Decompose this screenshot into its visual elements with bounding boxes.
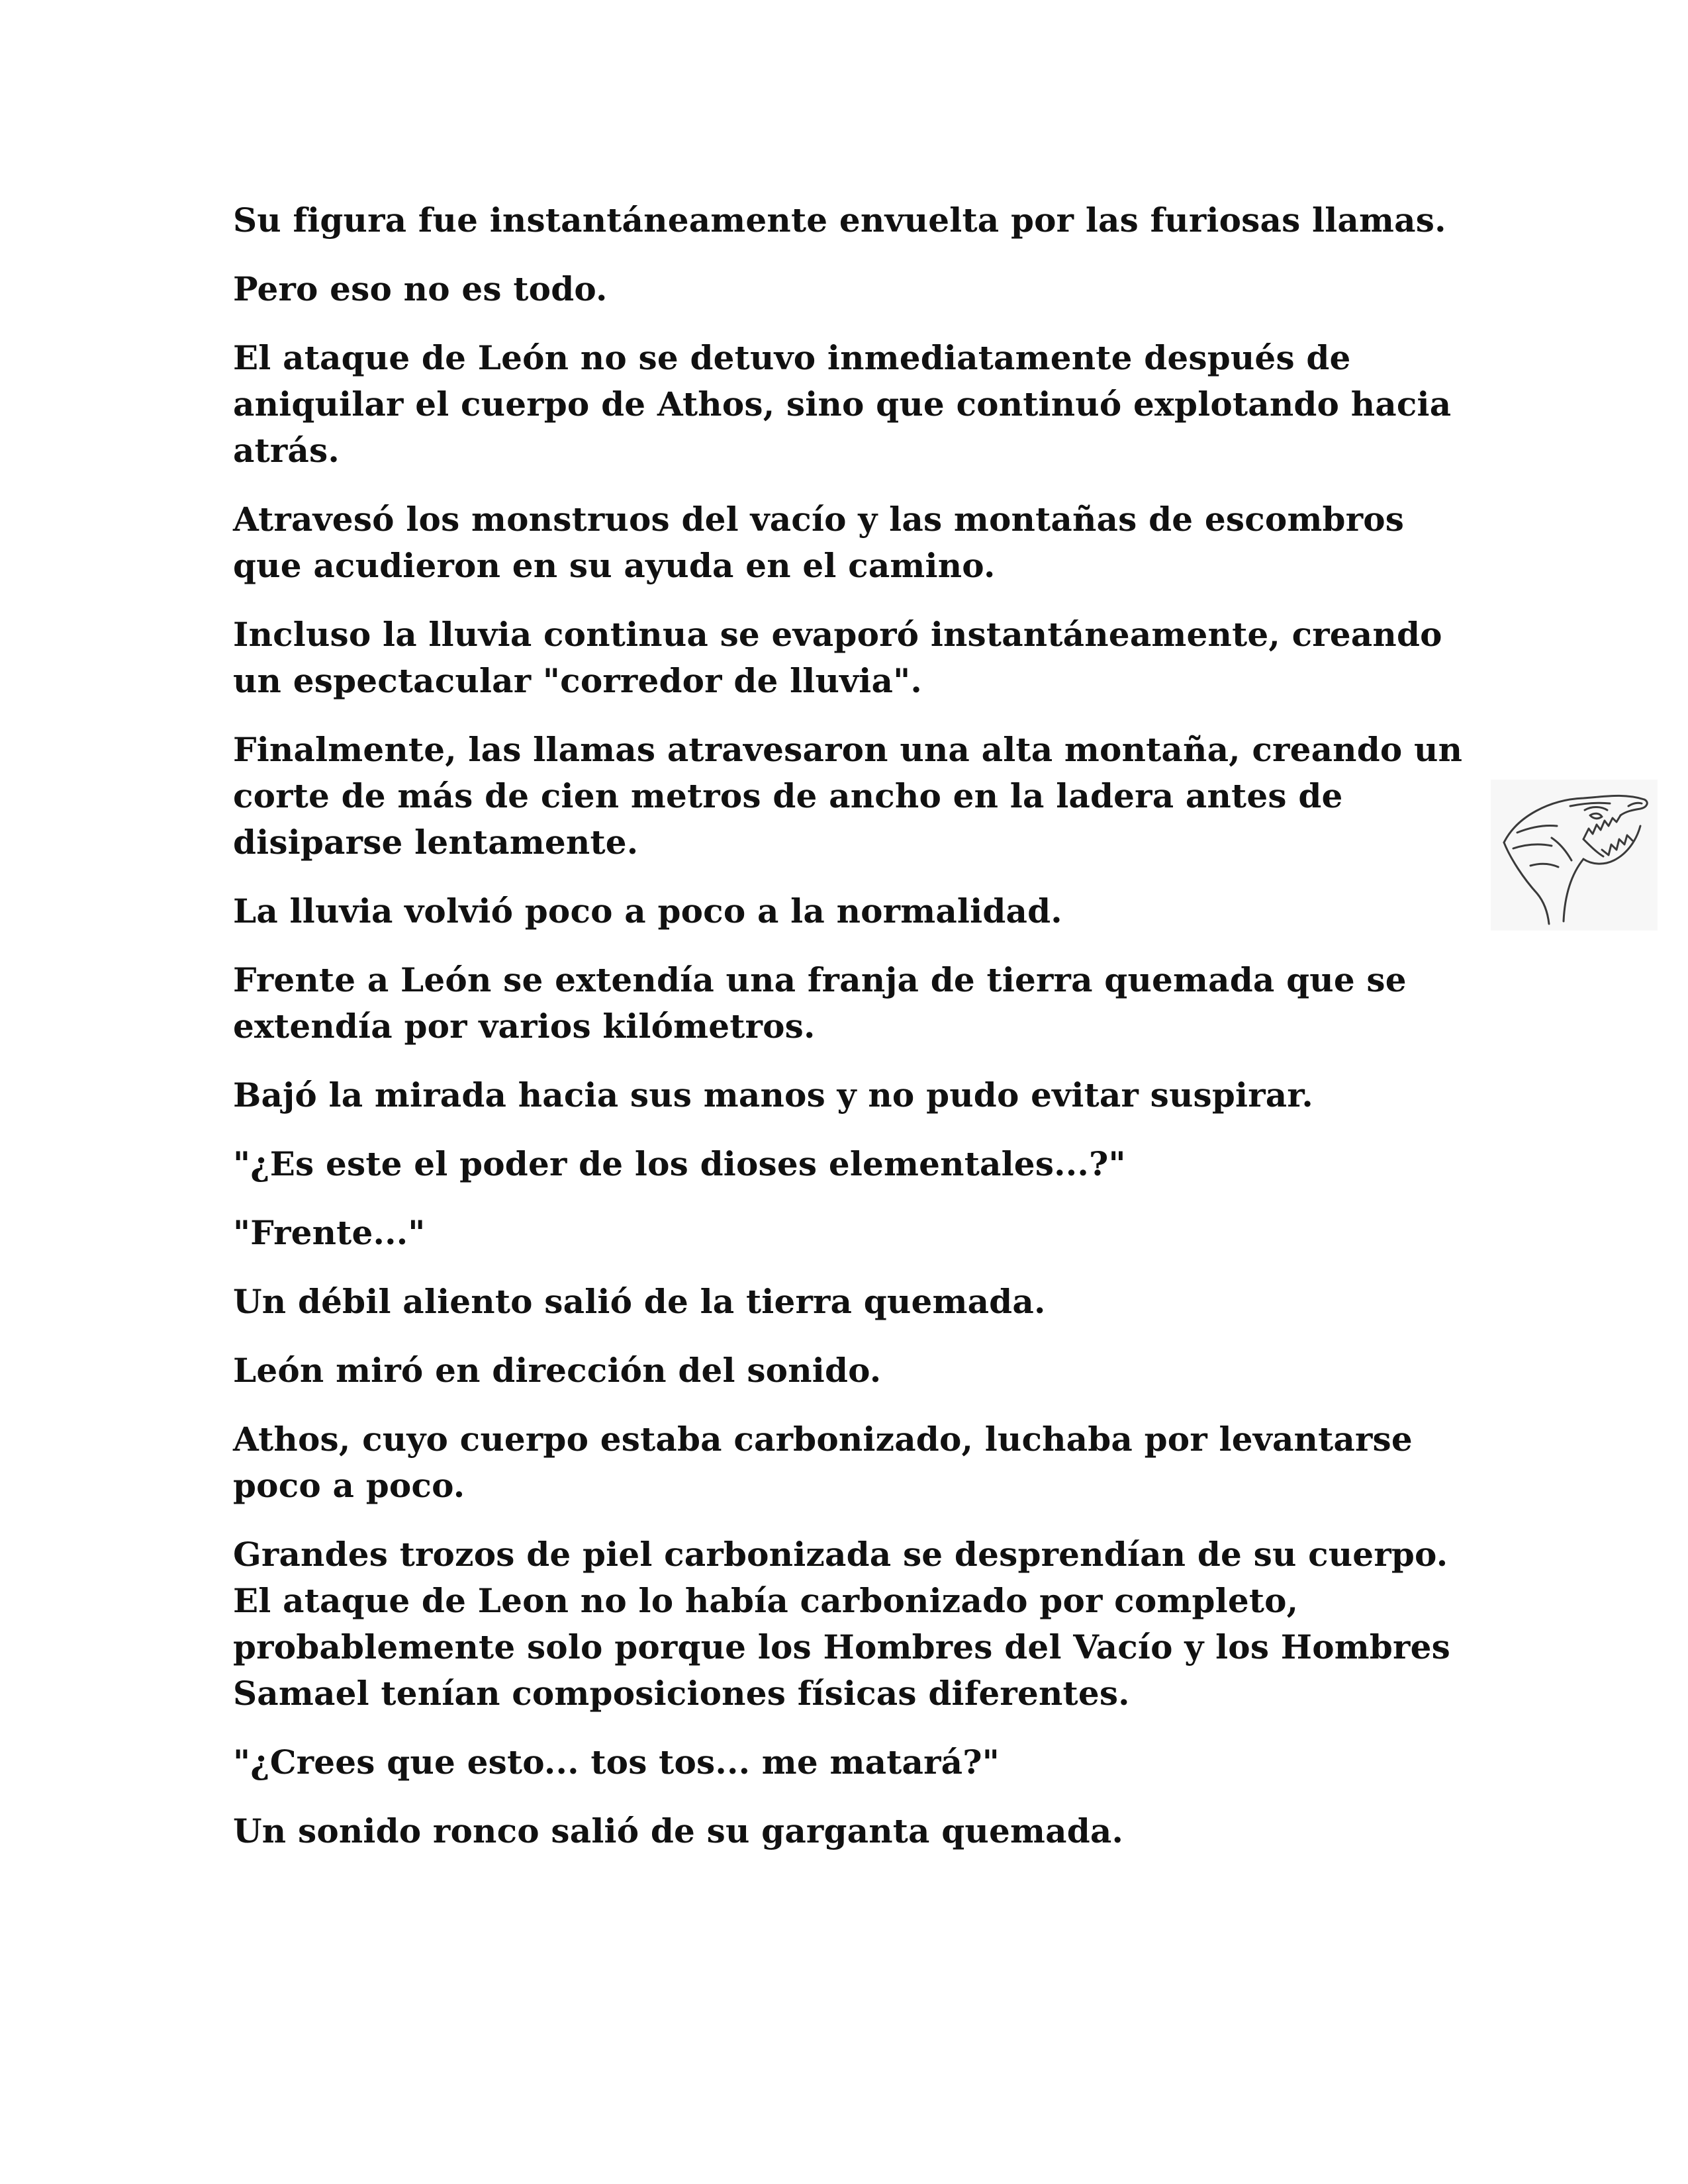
- paragraph: "¿Es este el poder de los dioses elementales...?": [233, 1144, 1126, 1183]
- paragraph: León miró en dirección del sonido.: [233, 1351, 882, 1390]
- paragraph: La lluvia volvió poco a poco a la normalidad.: [233, 891, 1062, 931]
- dinosaur-head-sketch-icon: [1491, 780, 1658, 931]
- paragraph: El ataque de León no se detuvo inmediatamente después de aniquilar el cuerpo de Athos, sino que continuó explotando hacia atrás.: [233, 338, 1452, 470]
- paragraph: Atravesó los monstruos del vacío y las montañas de escombros que acudieron en su ayuda en el camino.: [233, 500, 1405, 585]
- paragraph: Athos, cuyo cuerpo estaba carbonizado, luchaba por levantarse poco a poco.: [233, 1420, 1413, 1505]
- paragraph: Frente a León se extendía una franja de tierra quemada que se extendía por varios kilómetros.: [233, 960, 1407, 1046]
- paragraph: Incluso la lluvia continua se evaporó instantáneamente, creando un espectacular "corredor de lluvia".: [233, 615, 1442, 700]
- paragraph: Un sonido ronco salió de su garganta quemada.: [233, 1811, 1124, 1850]
- paragraph: Un débil aliento salió de la tierra quemada.: [233, 1282, 1046, 1321]
- paragraph: Grandes trozos de piel carbonizada se desprendían de su cuerpo. El ataque de Leon no lo había carbonizado por completo, probablemente solo porque los Hombres del Vacío y los Hombres Samael tenían composiciones físicas diferentes.: [233, 1535, 1450, 1713]
- paragraph: Pero eso no es todo.: [233, 269, 608, 308]
- paragraph: Bajó la mirada hacia sus manos y no pudo evitar suspirar.: [233, 1075, 1313, 1115]
- paragraph: Finalmente, las llamas atravesaron una alta montaña, creando un corte de más de cien metros de ancho en la ladera antes de disiparse lentamente.: [233, 730, 1463, 862]
- paragraph: Su figura fue instantáneamente envuelta por las furiosas llamas.: [233, 201, 1446, 240]
- paragraph: "¿Crees que esto... tos tos... me matará?": [233, 1743, 1000, 1782]
- body-text: [233, 197, 1464, 1877]
- paragraph: "Frente...": [233, 1213, 426, 1252]
